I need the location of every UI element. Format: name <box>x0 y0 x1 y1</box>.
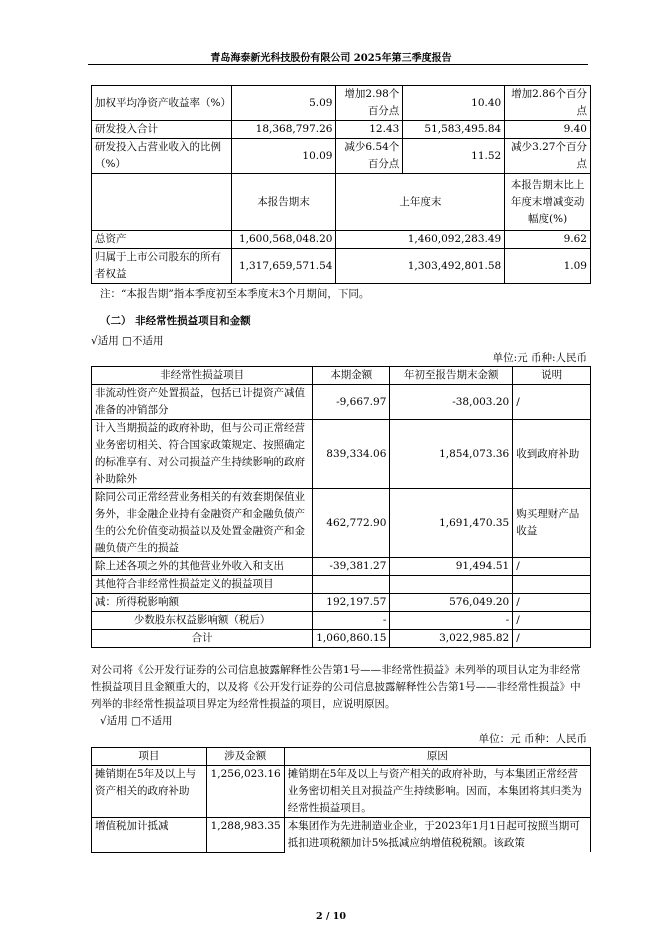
note-cell <box>513 576 591 594</box>
section-title: （二） 非经常性损益项目和金额 <box>100 315 251 327</box>
table-row <box>92 231 591 249</box>
table-subheader-row <box>92 174 591 231</box>
page-header: 青岛海泰新光科技股份有限公司 2025年第三季度报告 <box>210 53 452 64</box>
page-number: 2 / 10 <box>316 911 346 922</box>
row-ytd-change: 减少3.27个百分点 <box>505 139 591 174</box>
header-item: 非经常性损益项目 <box>92 367 313 385</box>
table-header-row <box>92 748 591 766</box>
row-current: 18,368,797.26 <box>231 121 336 139</box>
item-cell: 其他符合非经常性损益定义的损益项目 <box>92 576 313 594</box>
table-row <box>92 249 591 284</box>
table-row <box>92 385 591 420</box>
table-row <box>92 576 591 594</box>
non-recurring-items-table <box>91 366 591 648</box>
table-row <box>92 86 591 121</box>
row-change: 12.43 <box>336 121 403 139</box>
ytd-cell: 3,022,985.82 <box>390 630 513 648</box>
table-row <box>92 420 591 489</box>
table-total-row <box>92 630 591 648</box>
note-cell: / <box>513 612 591 630</box>
item-cell: 少数股东权益影响额（税后） <box>92 612 313 630</box>
header-note: 说明 <box>513 367 591 385</box>
note-cell: 收到政府补助 <box>513 420 591 489</box>
row-period-end: 1,600,568,048.20 <box>231 231 336 249</box>
ytd-cell: - <box>390 612 513 630</box>
item-cell: 除上述各项之外的其他营业外收入和支出 <box>92 558 313 576</box>
ytd-cell: 1,691,470.35 <box>390 489 513 558</box>
header-item: 项目 <box>92 748 207 766</box>
current-cell: 1,060,860.15 <box>313 630 390 648</box>
ytd-cell: 576,049.20 <box>390 594 513 612</box>
unit-label: 单位：元 币种：人民币 <box>478 733 587 745</box>
table-row <box>92 558 591 576</box>
reclassified-items-table <box>91 747 591 853</box>
reason-cell: 摊销期在5年及以上与资产相关的政府补助，与本集团正常经营业务密切相关且对损益产生持续影响。因而，本集团将其归类为经常性损益项目。 <box>284 766 590 818</box>
ytd-cell: -38,003.20 <box>390 385 513 420</box>
header-divider <box>88 64 588 65</box>
current-cell: - <box>313 612 390 630</box>
current-cell: -9,667.97 <box>313 385 390 420</box>
note-cell: / <box>513 630 591 648</box>
ytd-cell: 1,854,073.36 <box>390 420 513 489</box>
table-row <box>92 489 591 558</box>
note-cell: 购买理财产品收益 <box>513 489 591 558</box>
reason-cell: 本集团作为先进制造业企业，于2023年1月1日起可按照当期可抵扣进项税额加计5%抵减应纳增值税税额。该政策 <box>284 818 590 853</box>
subheader-change-pct: 本报告期末比上年度末增减变动幅度(%) <box>505 174 591 231</box>
subheader-prior-year-end: 上年度末 <box>336 174 505 231</box>
row-ytd: 11.52 <box>403 139 505 174</box>
ytd-cell <box>390 576 513 594</box>
applicability-checkbox: √适用 □不适用 <box>91 335 164 347</box>
table-row <box>92 594 591 612</box>
header-ytd: 年初至报告期末金额 <box>390 367 513 385</box>
item-cell: 减：所得税影响额 <box>92 594 313 612</box>
note-cell: / <box>513 385 591 420</box>
row-label: 归属于上市公司股东的所有者权益 <box>92 249 232 284</box>
note-cell: / <box>513 594 591 612</box>
item-cell: 除同公司正常经营业务相关的有效套期保值业务外，非金融企业持有金融资产和金融负债产生的公允价值变动损益以及处置金融资产和金融负债产生的损益 <box>92 489 313 558</box>
row-change: 增加2.98个百分点 <box>336 86 403 121</box>
explanation-paragraph: 对公司将《公开发行证券的公司信息披露解释性公告第1号——非经常性损益》未列举的项目认定为非经常性损益项目且金额重大的，以及将《公开发行证券的公司信息披露解释性公告第1号——非经常性损益》中列举的非经常性损益项目界定为经常性损益的项目，应说明原因。 <box>91 664 581 710</box>
row-ytd: 10.40 <box>403 86 505 121</box>
row-prior-year-end: 1,303,492,801.58 <box>336 249 505 284</box>
row-label: 研发投入合计 <box>92 121 232 139</box>
row-period-end: 1,317,659,571.54 <box>231 249 336 284</box>
row-ytd-change: 9.40 <box>505 121 591 139</box>
table-note: 注：“本报告期”指本季度初至本季度末3个月期间，下同。 <box>100 288 370 300</box>
unit-label: 单位:元 币种:人民币 <box>492 352 587 364</box>
amount-cell: 1,288,983.35 <box>206 818 284 853</box>
item-cell: 合计 <box>92 630 313 648</box>
ytd-cell: 91,494.51 <box>390 558 513 576</box>
row-current: 10.09 <box>231 139 336 174</box>
row-label: 加权平均净资产收益率（%） <box>92 86 232 121</box>
current-cell: -39,381.27 <box>313 558 390 576</box>
table-row <box>92 818 591 853</box>
current-cell: 462,772.90 <box>313 489 390 558</box>
row-change-pct: 1.09 <box>505 249 591 284</box>
table-row <box>92 139 591 174</box>
subheader-period-end: 本报告期末 <box>231 174 336 231</box>
table-header-row <box>92 367 591 385</box>
row-change: 减少6.54个百分点 <box>336 139 403 174</box>
table-row <box>92 766 591 818</box>
financial-indicators-table <box>91 85 591 284</box>
row-ytd-change: 增加2.86个百分点 <box>505 86 591 121</box>
note-cell: / <box>513 558 591 576</box>
row-ytd: 51,583,495.84 <box>403 121 505 139</box>
current-cell: 192,197.57 <box>313 594 390 612</box>
item-cell: 摊销期在5年及以上与资产相关的政府补助 <box>92 766 207 818</box>
row-label: 总资产 <box>92 231 232 249</box>
header-amount: 涉及金额 <box>206 748 284 766</box>
applicability-checkbox: √适用 □不适用 <box>100 715 173 727</box>
header-reason: 原因 <box>284 748 590 766</box>
current-cell: 839,334.06 <box>313 420 390 489</box>
empty-cell <box>92 174 232 231</box>
row-current: 5.09 <box>231 86 336 121</box>
table-row <box>92 121 591 139</box>
item-cell: 非流动性资产处置损益，包括已计提资产减值准备的冲销部分 <box>92 385 313 420</box>
header-current: 本期金额 <box>313 367 390 385</box>
table-row <box>92 612 591 630</box>
item-cell: 增值税加计抵减 <box>92 818 207 853</box>
current-cell <box>313 576 390 594</box>
row-label: 研发投入占营业收入的比例（%） <box>92 139 232 174</box>
item-cell: 计入当期损益的政府补助，但与公司正常经营业务密切相关、符合国家政策规定、按照确定的标准享有、对公司损益产生持续影响的政府补助除外 <box>92 420 313 489</box>
amount-cell: 1,256,023.16 <box>206 766 284 818</box>
row-change-pct: 9.62 <box>505 231 591 249</box>
row-prior-year-end: 1,460,092,283.49 <box>336 231 505 249</box>
